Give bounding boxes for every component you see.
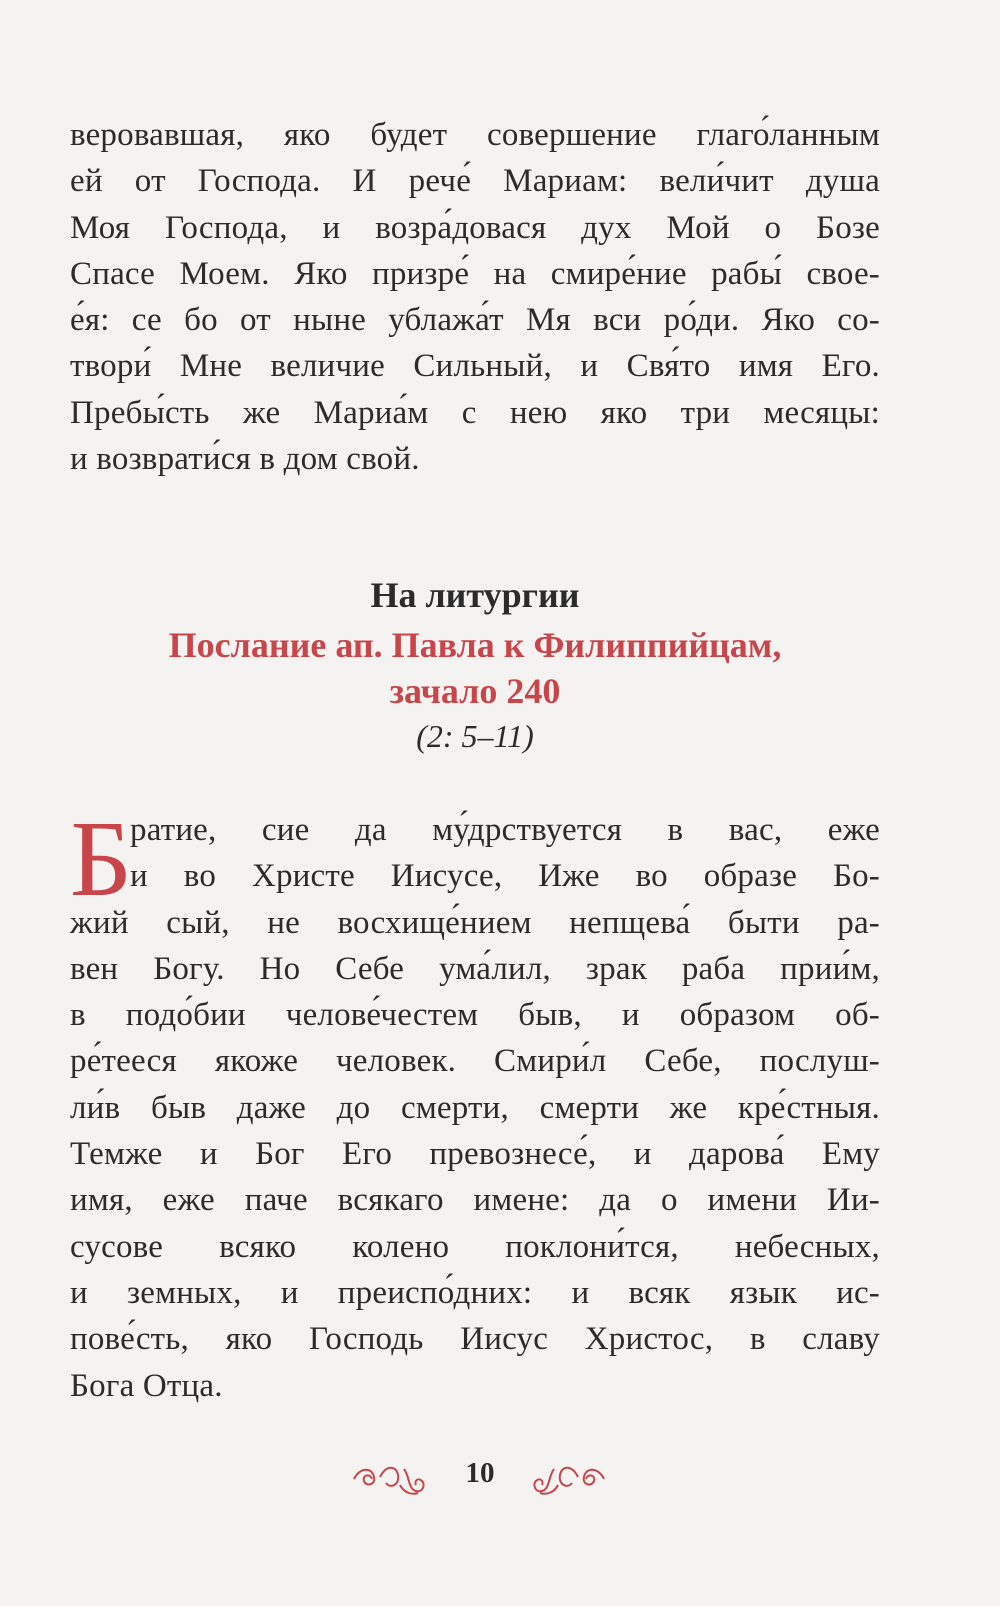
text-line: сусове всяко колено поклони́тся, небесных, <box>70 1228 880 1265</box>
text-line: жий сый, не восхище́нием непщева́ быти ра- <box>70 904 880 941</box>
drop-cap: Б <box>70 800 133 919</box>
text-line: ей от Господа. И рече́ Мариам: вели́чит душа <box>70 163 880 200</box>
text-line: и во Христе Иисусе, Иже во образе Бо- <box>130 858 880 895</box>
text-line: е́я: се бо от ныне ублажа́т Мя вси ро́ди. Яко со- <box>70 302 880 339</box>
text-line: и земных, и преиспо́дних: и всяк язык ис- <box>70 1274 880 1311</box>
text-line: Темже и Бог Его превознесе́, и дарова́ Ему <box>70 1136 880 1173</box>
text-line: веровавшая, яко будет совершение глаго́ланным <box>70 117 880 153</box>
section-title: На литургии <box>370 575 580 615</box>
text-line: пове́сть, яко Господь Иисус Христос, в славу <box>70 1321 880 1358</box>
epistle-title <box>70 622 880 714</box>
scripture-reference: (2: 5–11) <box>416 718 534 754</box>
text-line: ре́тееся якоже человек. Смири́л Себе, послуш- <box>70 1043 880 1080</box>
flourish-ornament-right-icon <box>528 1455 608 1501</box>
epistle-title-line: зачало 240 <box>389 671 561 711</box>
flourish-ornament-left-icon <box>350 1455 430 1501</box>
text-line: Пребы́сть же Мариа́м с нею яко три месяцы: <box>70 394 880 431</box>
text-line: ратие, сие да му́дрствуется в вас, еже <box>130 812 880 848</box>
text-line: Бога Отца. <box>70 1367 223 1404</box>
text-line: ли́в быв даже до смерти, смерти же кре́стныя. <box>70 1089 880 1126</box>
book-page <box>70 0 880 1606</box>
text-line: в подо́бии челове́честем быв, и образом об- <box>70 997 880 1034</box>
gospel-passage-ending <box>70 112 880 482</box>
text-line: имя, еже паче всякаго имене: да о имени Ии- <box>70 1182 880 1219</box>
epistle-title-line: Послание ап. Павла к Филиппийцам, <box>168 625 782 665</box>
text-line: Спасе Моем. Яко призре́ на смире́ние рабы́ свое- <box>70 255 880 292</box>
text-line: Моя Господа, и возра́довася дух Мой о Бозе <box>70 209 880 246</box>
page-number: 10 <box>465 1457 495 1489</box>
text-line: и возврати́ся в дом свой. <box>70 441 420 478</box>
text-line: твори́ Мне величие Сильный, и Свя́то имя Его. <box>70 348 880 385</box>
page-footer <box>0 1455 1000 1505</box>
text-line: вен Богу. Но Себе ума́лил, зрак раба прии́м, <box>70 950 880 987</box>
epistle-passage <box>70 800 880 1409</box>
